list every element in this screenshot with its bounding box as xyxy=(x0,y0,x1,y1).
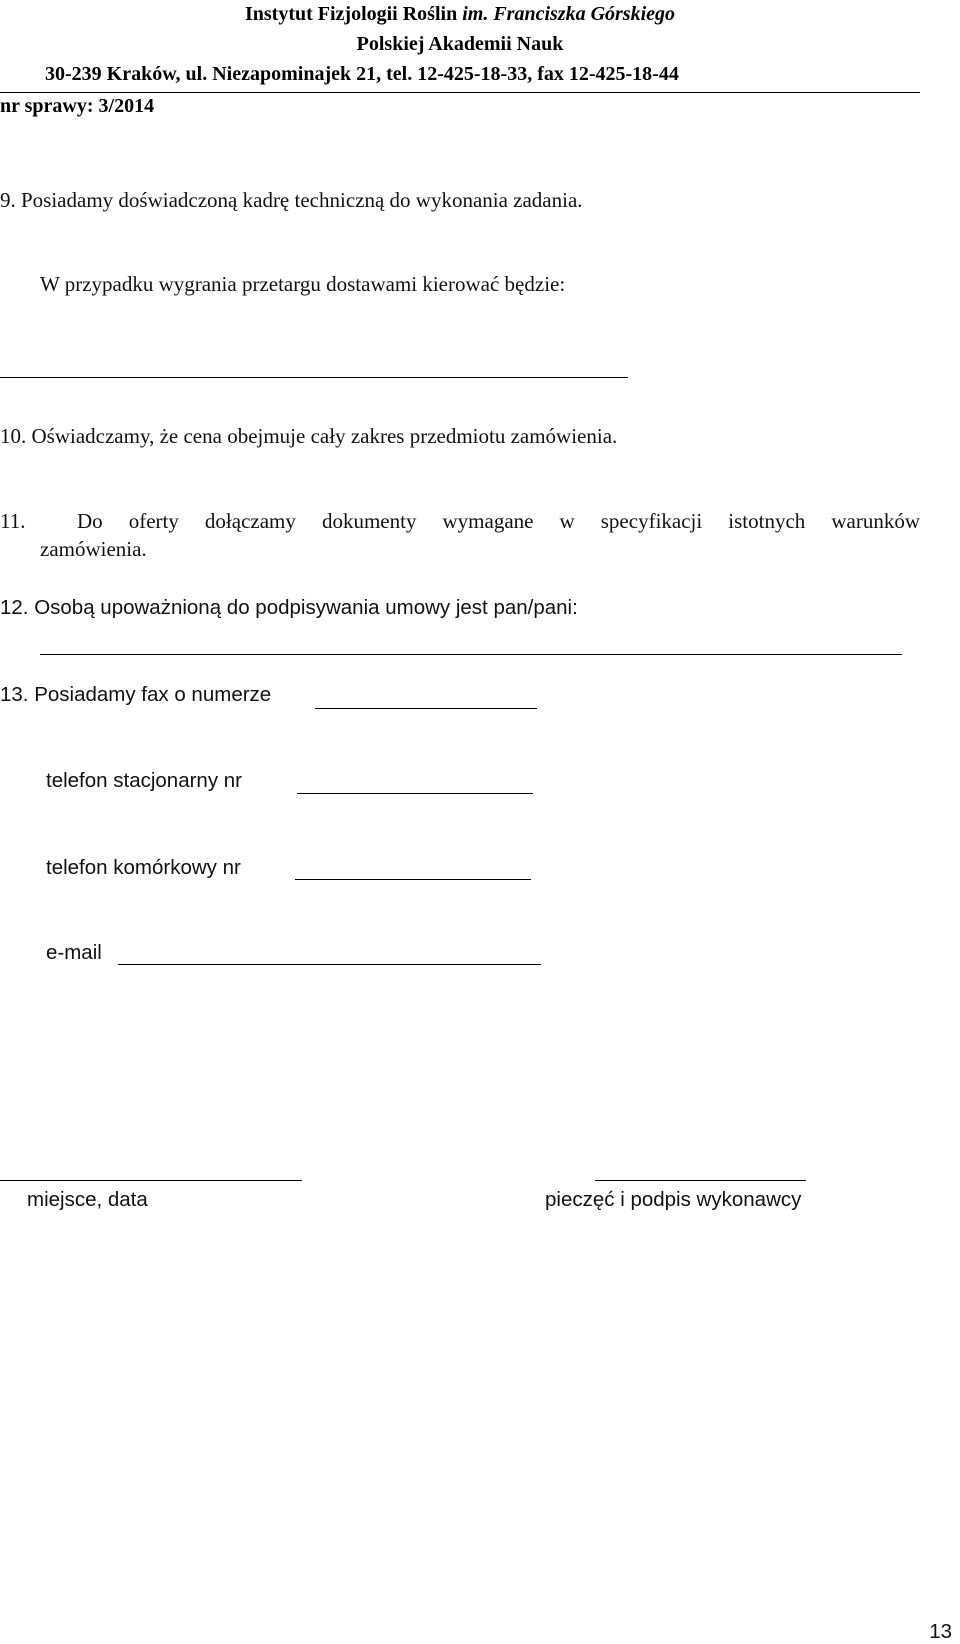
mobile-field-line[interactable] xyxy=(295,879,531,880)
item-11-continuation: zamówienia. xyxy=(40,537,147,561)
item-13-fax-label: 13. Posiadamy fax o numerze xyxy=(0,683,272,706)
item-9: 9. Posiadamy doświadczoną kadrę techniczną do wykonania zadania. xyxy=(0,188,583,212)
fax-field-line[interactable] xyxy=(315,708,537,709)
place-date-label: miejsce, data xyxy=(27,1188,148,1211)
page-number: 13 xyxy=(929,1620,952,1643)
email-field-line[interactable] xyxy=(118,964,541,965)
item-10: 10. Oświadczamy, że cena obejmuje cały zakres przedmiotu zamówienia. xyxy=(0,424,618,448)
authorized-person-field-line[interactable] xyxy=(40,654,902,655)
stamp-signature-label: pieczęć i podpis wykonawcy xyxy=(545,1188,802,1211)
manager-name-field-line[interactable] xyxy=(0,377,628,378)
item-12: 12. Osobą upoważnioną do podpisywania umowy jest pan/pani: xyxy=(0,596,578,619)
header-divider xyxy=(0,92,920,93)
landline-field-line[interactable] xyxy=(297,793,533,794)
landline-label: telefon stacjonarny nr xyxy=(46,769,243,792)
item-9-manager-text: W przypadku wygrania przetargu dostawami kierować będzie: xyxy=(40,272,566,296)
case-number: nr sprawy: 3/2014 xyxy=(0,95,155,117)
place-date-line[interactable] xyxy=(0,1180,302,1181)
item-11-text: Do oferty dołączamy dokumenty wymagane w specyfikacji istotnych warunków xyxy=(77,509,920,533)
email-label: e-mail xyxy=(46,941,102,964)
mobile-label: telefon komórkowy nr xyxy=(46,856,241,879)
item-11-number: 11. xyxy=(0,509,26,533)
institute-name-italic: im. Franciszka Górskiego xyxy=(462,3,676,25)
institute-address: 30-239 Kraków, ul. Niezapominajek 21, tel. 12-425-18-33, fax 12-425-18-44 xyxy=(45,63,679,85)
stamp-signature-line[interactable] xyxy=(595,1180,806,1181)
academy-name: Polskiej Akademii Nauk xyxy=(356,33,564,55)
institute-name: Instytut Fizjologii Roślin im. Franciszka Górskiego xyxy=(244,3,676,25)
